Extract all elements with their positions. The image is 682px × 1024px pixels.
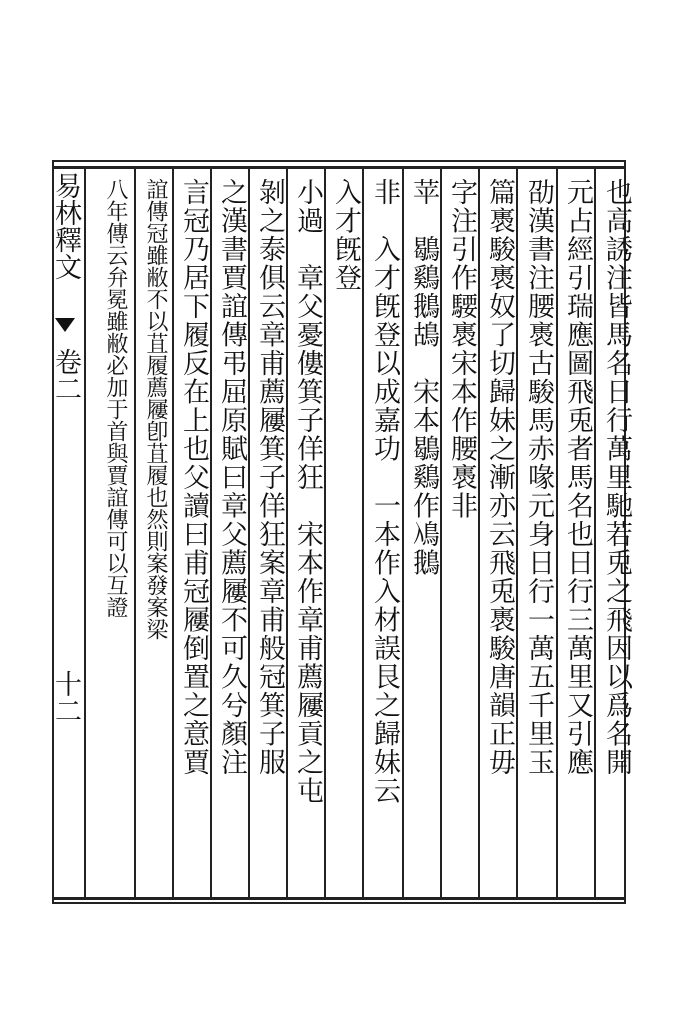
fish-tail-icon bbox=[55, 318, 75, 344]
page-number: 十二 bbox=[50, 670, 81, 724]
text-column-6: 苹 鶡鷄鵝鴣 宋本鶡鷄作鳰鵝 bbox=[408, 178, 439, 577]
text-column-3: 劭漢書注腰褭古駿馬赤喙元身日行一萬五千里玉 bbox=[523, 178, 554, 777]
text-column-10: 剝之泰俱云章甫薦屨箕子佯狂案章甫般冠箕子服 bbox=[254, 178, 285, 777]
text-column-4: 篇褭駿褭奴了切歸妹之漸亦云飛兎褭駿唐韻正毋 bbox=[484, 178, 515, 777]
frame-top-rule bbox=[52, 166, 626, 169]
text-column-11: 之漢書賈誼傳弔屈原賦曰章父薦屨不可久兮顏注 bbox=[216, 178, 247, 777]
column-rule bbox=[84, 168, 86, 897]
book-title: 易林釋文 bbox=[50, 172, 81, 280]
frame-bottom-rule bbox=[52, 897, 626, 900]
text-column-1: 也高誘注皆馬名日行萬里馳若兎之飛因以爲名開 bbox=[601, 178, 632, 777]
margin-title-column bbox=[46, 172, 84, 892]
text-column-14: 八年傳云弁冕雖敝必加于首與賈誼傳可以互證 bbox=[103, 178, 128, 618]
text-column-2: 元占經引瑞應圖飛兎者馬名也日行三萬里又引應 bbox=[562, 178, 593, 777]
text-column-13: 誼傳冠雖敝不以苴履薦屨卽苴履也然則案發案梁 bbox=[143, 178, 168, 640]
text-column-8: 入才旣登 bbox=[330, 178, 361, 292]
text-column-12: 言冠乃居下履反在上也父讀曰甫冠屨倒置之意賈 bbox=[178, 178, 209, 777]
text-column-9: 小過 章父憂僂箕子佯狂 宋本作章甫薦屨貢之屯 bbox=[292, 178, 323, 805]
text-column-5: 字注引作騕褭宋本作腰褭非 bbox=[446, 178, 477, 520]
volume-label: 卷二 bbox=[50, 348, 81, 402]
text-column-7: 非 入才旣登以成嘉功 一本作入材誤艮之歸妹云 bbox=[369, 178, 400, 805]
